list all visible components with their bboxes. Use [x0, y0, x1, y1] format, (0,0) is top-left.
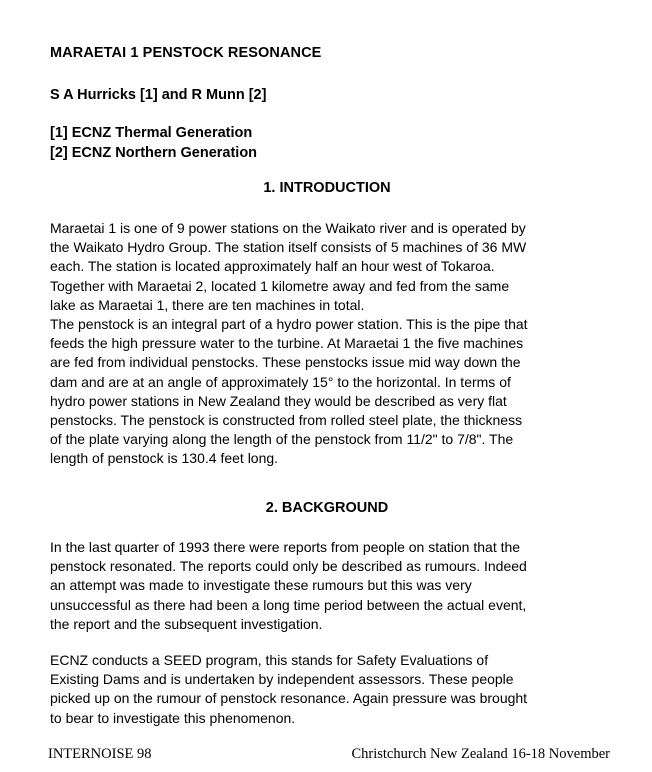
section-heading-background: 2. BACKGROUND [265, 500, 389, 516]
text-line: an attempt was made to investigate these rumours but this was very [50, 577, 472, 594]
text-line: penstock resonated. The reports could only be described as rumours. Indeed [50, 558, 527, 575]
text-line: are fed from individual penstocks. These penstocks issue mid way down the [50, 354, 521, 371]
text-line: penstocks. The penstock is constructed from rolled steel plate, the thickness [50, 412, 523, 429]
text-line: the report and the subsequent investigation. [50, 615, 323, 632]
footer-conference: INTERNOISE 98 [48, 746, 152, 762]
text-line: The penstock is an integral part of a hydro power station. This is the pipe that [50, 316, 528, 333]
text-line: the Waikato Hydro Group. The station itself consists of 5 machines of 36 MW [50, 239, 527, 256]
text-line: each. The station is located approximately half an hour west of Tokaroa. [50, 258, 495, 275]
affiliation-1: [1] ECNZ Thermal Generation [50, 125, 253, 141]
text-line: In the last quarter of 1993 there were reports from people on station that the [50, 539, 521, 555]
text-line: Together with Maraetai 2, located 1 kilometre away and fed from the same [50, 277, 510, 294]
footer-location-date: Christchurch New Zealand 16-18 November [351, 746, 610, 762]
text-line: unsuccessful as there had been a long time period between the actual event, [50, 596, 527, 613]
author-line: S A Hurricks [1] and R Munn [2] [50, 87, 267, 103]
background-paragraph-1 [50, 538, 610, 634]
affiliations [50, 123, 257, 163]
introduction-paragraph [50, 219, 610, 469]
text-line: dam and are at an angle of approximately 15° to the horizontal. In terms of [50, 373, 511, 390]
text-line: hydro power stations in New Zealand they would be described as very flat [50, 392, 507, 409]
text-line: of the plate varying along the length of the penstock from 11/2" to 7/8". The [50, 431, 514, 448]
section-heading-introduction: 1. INTRODUCTION [263, 180, 391, 196]
text-line: ECNZ conducts a SEED program, this stands for Safety Evaluations of [50, 652, 489, 668]
background-paragraph-2 [50, 651, 610, 728]
paper-title: MARAETAI 1 PENSTOCK RESONANCE [50, 45, 322, 61]
text-line: picked up on the rumour of penstock resonance. Again pressure was brought [50, 690, 528, 707]
text-line: feeds the high pressure water to the turbine. At Maraetai 1 the five machines [50, 335, 524, 352]
text-line: Existing Dams and is undertaken by independent assessors. These people [50, 671, 514, 688]
text-line: length of penstock is 130.4 feet long. [50, 450, 279, 467]
text-line: lake as Maraetai 1, there are ten machines in total. [50, 296, 365, 313]
affiliation-2: [2] ECNZ Northern Generation [50, 145, 258, 161]
text-line: to bear to investigate this phenomenon. [50, 709, 296, 726]
text-line: Maraetai 1 is one of 9 power stations on the Waikato river and is operated by [50, 220, 526, 236]
